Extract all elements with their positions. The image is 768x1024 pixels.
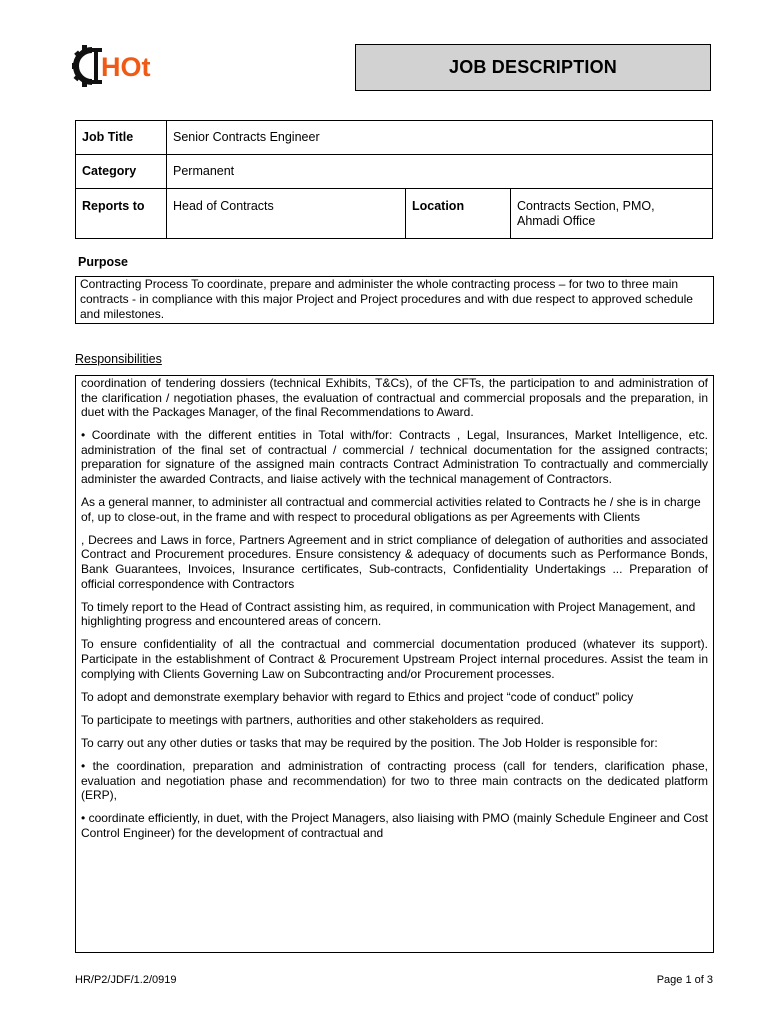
document-code: HR/P2/JDF/1.2/0919 (75, 974, 177, 986)
responsibility-item: To participate to meetings with partners, authorities and other stakeholders as required. (81, 712, 544, 727)
reports-to-value: Head of Contracts (167, 189, 406, 239)
svg-text:HOt: HOt (101, 52, 151, 82)
responsibility-item: • Coordinate with the different entities in Total with/for: Contracts , Legal, Insurances, Market Intelligence, etc. administration of the final set of contractual / commercial / technical documentation for the assigned contracts; preparation for signature of the assigned main contracts Contract Administration To contractually and commercially administer the awarded Contracts, and liaise actively with the technical management of Contractors. (81, 428, 708, 487)
page-number: Page 1 of 3 (656, 974, 713, 986)
location-line-2: Ahmadi Office (517, 214, 596, 228)
purpose-label: Purpose (78, 255, 129, 269)
table-row (76, 121, 713, 155)
job-info-table (75, 120, 713, 239)
location-value (511, 189, 713, 239)
responsibilities-box (75, 375, 714, 953)
table-row (76, 155, 713, 189)
table-row (76, 189, 713, 239)
responsibility-item: To carry out any other duties or tasks that may be required by the position. The Job Holder is responsible for: (81, 735, 658, 750)
purpose-text: Contracting Process To coordinate, prepare and administer the whole contracting process – for two to three main contracts - in compliance with this major Project and Project procedures and with due respect to approved schedule and milestones. (75, 276, 714, 324)
category-value: Permanent (167, 155, 713, 189)
responsibility-item: To adopt and demonstrate exemplary behavior with regard to Ethics and project “code of conduct” policy (81, 689, 634, 704)
chot-logo-icon (72, 42, 182, 88)
responsibilities-label: Responsibilities (75, 352, 162, 366)
responsibility-item: As a general manner, to administer all contractual and commercial activities related to Contracts he / she is in charge of, up to close-out, in the frame and with respect to procedural obligations as per Agreements with Clients (81, 495, 701, 524)
location-line-1: Contracts Section, PMO, (517, 199, 655, 213)
job-title-value: Senior Contracts Engineer (167, 121, 713, 155)
responsibility-item: To timely report to the Head of Contract assisting him, as required, in communication with Project Management, and highlighting progress and encountered areas of concern. (81, 599, 696, 629)
responsibility-item: To ensure confidentiality of all the contractual and commercial documentation produced (whatever its support). Participate in the establishment of Contract & Procurement Upstream Project internal procedures. Assist the team in complying with Clients Governing Law on Subcontracting and/or Procurement processes. (81, 637, 708, 681)
location-label: Location (406, 189, 511, 239)
company-logo (72, 42, 182, 88)
responsibility-item: • coordinate efficiently, in duet, with the Project Managers, also liaising with PMO (mainly Schedule Engineer and Cost Control Engineer) for the development of contractual and (81, 811, 708, 840)
job-title-label: Job Title (76, 121, 167, 155)
reports-to-label: Reports to (76, 189, 167, 239)
responsibility-item: , Decrees and Laws in force, Partners Agreement and in strict compliance of delegation of authorities and associated Contract and Procurement procedures. Ensure consistency & adequacy of documents such as Performance Bonds, Bank Guarantees, Invoices, Insurance certificates, Sub-contracts, Confidentiality Undertakings ... Preparation of official correspondence with Contractors (81, 532, 708, 591)
category-label: Category (76, 155, 167, 189)
responsibility-item: • the coordination, preparation and administration of contracting process (call for tenders, clarification phase, evaluation and negotiation phase and recommendation) for two to three main contracts on the dedicated platform (ERP), (81, 758, 708, 803)
page-title: JOB DESCRIPTION (355, 44, 711, 91)
responsibility-item: coordination of tendering dossiers (technical Exhibits, T&Cs), of the CFTs, the participation to and administration of the clarification / negotiation phases, the evaluation of contractual and commercial proposals and the preparation, in duet with the Packages Manager, of the final Recommendations to Award. (81, 376, 708, 420)
